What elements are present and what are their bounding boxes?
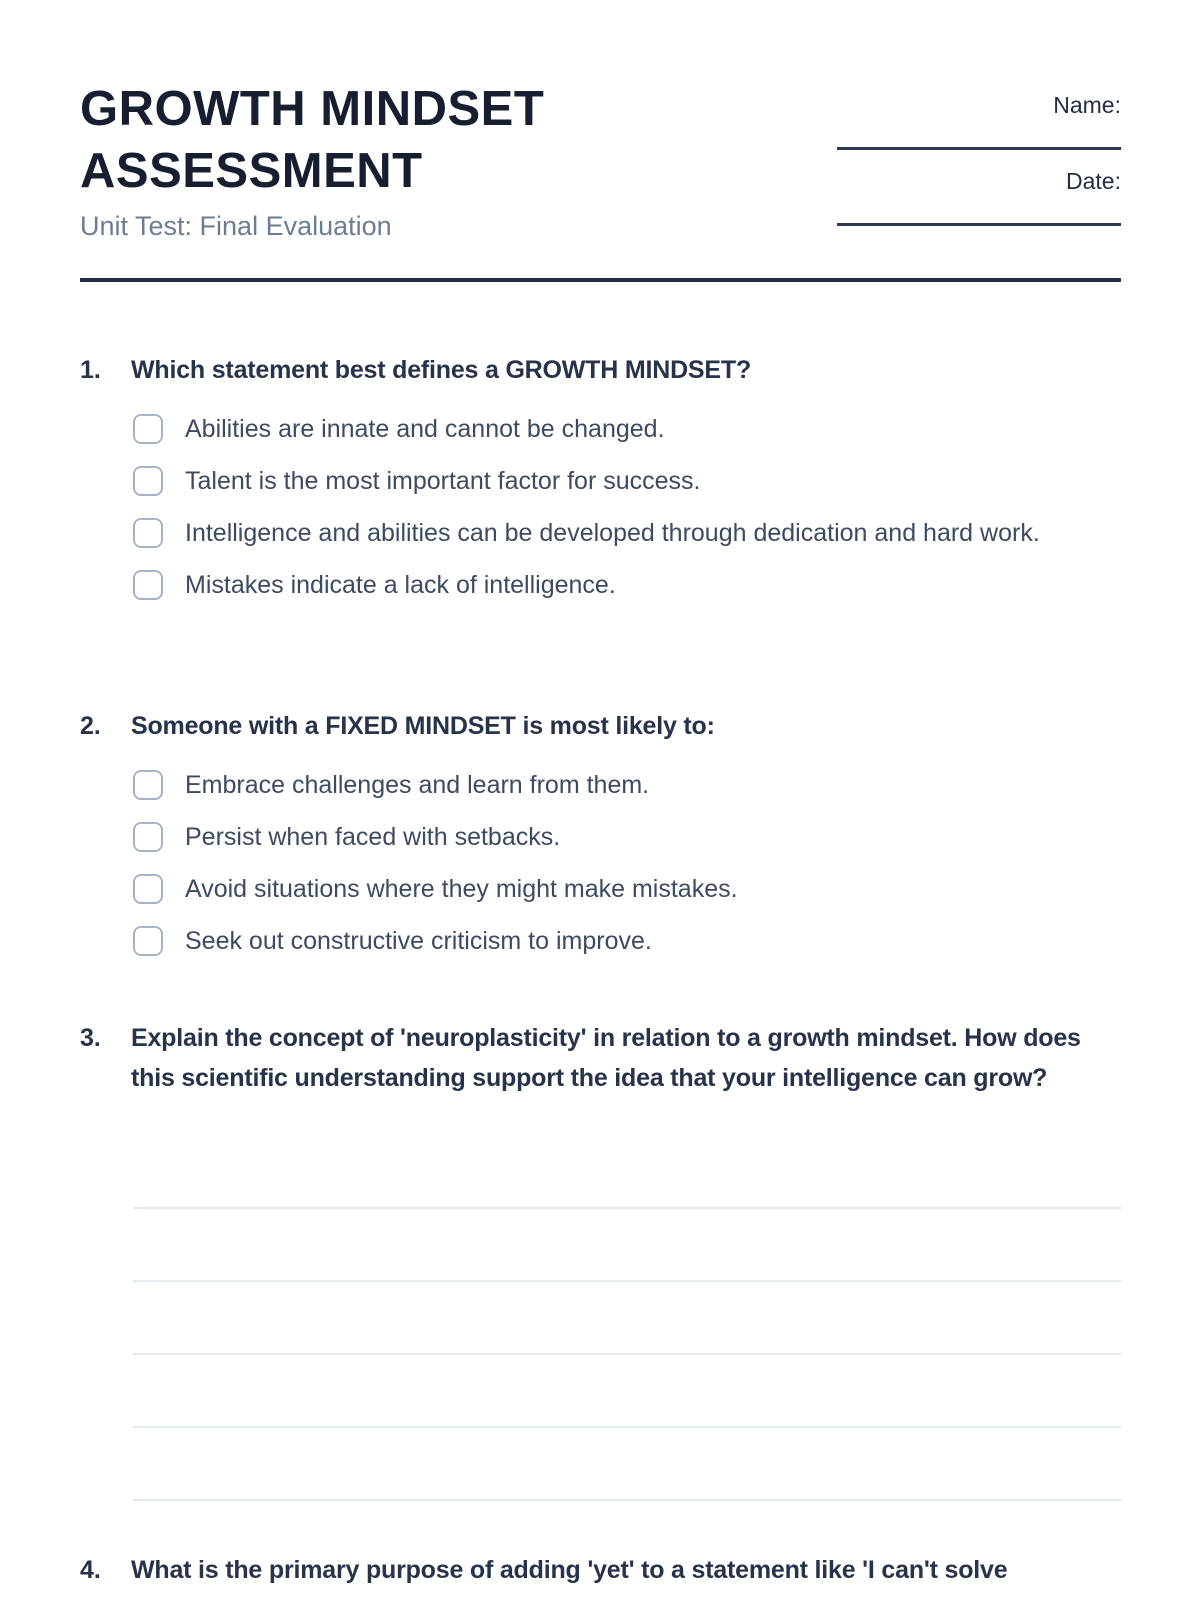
option-row [133,512,1121,554]
option-checkbox[interactable] [133,770,163,800]
question-4-heading [80,1550,1121,1590]
question-1-options [80,408,1121,606]
option-row [133,920,1121,962]
option-row [133,564,1121,606]
page-title: GROWTH MINDSET ASSESSMENT [80,82,545,198]
option-checkbox[interactable] [133,466,163,496]
question-2-heading [80,706,1121,746]
question-1-heading [80,350,1121,390]
option-label: Embrace challenges and learn from them. [185,771,650,799]
option-label: Avoid situations where they might make mistakes. [185,875,738,903]
ruled-line [133,1282,1121,1355]
question-2-text: Someone with a FIXED MINDSET is most likely to: [131,712,715,740]
question-3-answer-area[interactable] [133,1136,1121,1501]
question-1-number: 1. [80,356,101,384]
option-checkbox[interactable] [133,414,163,444]
question-4-number: 4. [80,1556,101,1584]
option-row [133,816,1121,858]
question-1-text: Which statement best defines a GROWTH MINDSET? [131,356,752,384]
option-checkbox[interactable] [133,874,163,904]
question-2-options [80,764,1121,962]
question-2-number: 2. [80,712,101,740]
ruled-line [133,1136,1121,1209]
option-row [133,460,1121,502]
ruled-line [133,1355,1121,1428]
option-label: Persist when faced with setbacks. [185,823,561,851]
option-label: Abilities are innate and cannot be changed. [185,415,665,443]
name-date-block [837,92,1121,226]
option-label: Mistakes indicate a lack of intelligence. [185,571,616,599]
option-label: Talent is the most important factor for success. [185,467,701,495]
option-row [133,868,1121,910]
name-blank[interactable] [837,147,1121,150]
question-4 [80,1550,1121,1590]
question-3-text: Explain the concept of 'neuroplasticity' in relation to a growth mindset. How does this scientific understanding support the idea that your intelligence can grow? [131,1024,1081,1092]
option-checkbox[interactable] [133,822,163,852]
option-row [133,764,1121,806]
option-row [133,408,1121,450]
option-checkbox[interactable] [133,926,163,956]
option-checkbox[interactable] [133,518,163,548]
question-4-text: What is the primary purpose of adding 'yet' to a statement like 'I can't solve [131,1556,1008,1584]
header-divider [80,278,1121,282]
ruled-line [133,1209,1121,1282]
header [80,78,720,244]
name-label: Name: [1053,92,1121,118]
question-3 [80,1018,1121,1098]
page-subtitle: Unit Test: Final Evaluation [80,211,392,241]
option-checkbox[interactable] [133,570,163,600]
date-label: Date: [1066,168,1121,194]
ruled-line [133,1428,1121,1501]
question-3-heading [80,1018,1121,1098]
question-3-number: 3. [80,1024,101,1052]
option-label: Intelligence and abilities can be developed through dedication and hard work. [185,519,1040,547]
question-2 [80,706,1121,972]
date-blank[interactable] [837,223,1121,226]
question-1 [80,350,1121,616]
option-label: Seek out constructive criticism to improve. [185,927,652,955]
